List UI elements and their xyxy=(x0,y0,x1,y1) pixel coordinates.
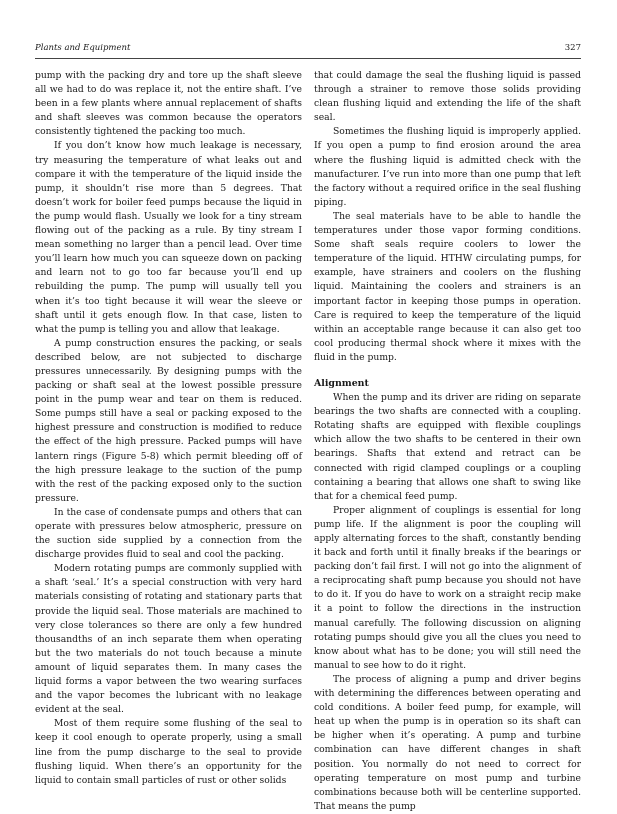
paragraph: A pump construction ensures the packing, or seals described below, are not subjected to discharge pressures unnecessarily. By designing pumps with the packing or shaft seal at the lowest possible pressure point in the pump wear and tear on them is reduced. Some pumps still have a seal or packing exposed to the highest pressure and construction is modified to reduce the effect of the high pressure. Packed pumps will have lantern rings (Figure 5-8) which permit bleeding off of the high pressure leakage to the suction of the pump with the rest of the packing exposed only to the suction pressure. xyxy=(35,337,302,504)
running-title: Plants and Equipment xyxy=(35,43,131,53)
paragraph: The seal materials have to be able to handle the temperatures under those vapor forming conditions. Some shaft seals require coolers to lower the temperature of the liquid. HTHW circulating pumps, for example, have strainers and coolers on the flushing liquid. Maintaining the coolers and strainers is an important factor in keeping those pumps in operation. Care is required to keep the temperature of the liquid within an acceptable range because it can also get too cool producing thermal shock where it mixes with the fluid in the pump. xyxy=(314,210,581,363)
section-gap xyxy=(314,365,581,377)
left-column xyxy=(35,69,302,788)
paragraph: Most of them require some flushing of the seal to keep it cool enough to operate properly, using a small line from the pump discharge to the seal to provide flushing liquid. When there’s an opportunity for the liquid to contain small particles of rust or other solids xyxy=(35,718,302,786)
paragraph: When the pump and its driver are riding on separate bearings the two shafts are connected with a coupling. Rotating shafts are equipped with flexible couplings which allow the two shafts to be centered in their own bearings. Shafts that extend and retract can be connected with rigid clamped couplings or a coupling containing a bearing that allows one shaft to swing like that for a chemical feed pump. xyxy=(314,392,581,502)
paragraph: The process of aligning a pump and driver begins with determining the differences between operating and cold conditions. A boiler feed pump, for example, will heat up when the pump is in operation so its shaft can be higher when it’s operating. A pump and turbine combination can have different changes in shaft position. You normally do not need to correct for operating temperature on most pump and turbine combinations because both will be centerline supported. That means the pump xyxy=(314,673,581,812)
section-heading: Alignment xyxy=(314,377,369,389)
paragraph: Proper alignment of couplings is essential for long pump life. If the alignment is poor the coupling will apply alternating forces to the shaft, constantly bending it back and forth until it finally breaks if the bearings or packing don’t fail first. I will not go into the alignment of a reciprocating shaft pump because you should not have to do it. If you do have to work on a straight recip make it a point to follow the directions in the instruction manual carefully. The following discussion on aligning rotating pumps should give you all the clues you need to know about what has to be done; you will still need the manual to see how to do it right. xyxy=(314,504,581,671)
paragraph: In the case of condensate pumps and others that can operate with pressures below atmospheric, pressure on the suction side supplied by a connection from the discharge provides fluid to seal and cool the packing. xyxy=(35,506,302,561)
paragraph: Sometimes the flushing liquid is improperly applied. If you open a pump to find erosion around the area where the flushing liquid is admitted check with the manufacturer. I’ve run into more than one pump that left the factory without a required orifice in the seal flushing piping. xyxy=(314,126,581,208)
paragraph: Modern rotating pumps are commonly supplied with a shaft ‘seal.’ It’s a special construction with very hard materials consisting of rotating and stationary parts that provide the liquid seal. Those materials are machined to very close tolerances so there are only a few hundred thousandths of an inch separate them when operating but the two materials do not touch because a minute amount of liquid separates them. In many cases the liquid forms a vapor between the two wearing surfaces and the vapor becomes the lubricant with no leakage evident at the seal. xyxy=(35,563,302,716)
paragraph: that could damage the seal the flushing liquid is passed through a strainer to remove those solids providing clean flushing liquid and extending the life of the shaft seal. xyxy=(314,70,581,124)
running-header xyxy=(35,43,581,53)
page-number: 327 xyxy=(564,43,581,53)
header-rule xyxy=(35,58,581,59)
paragraph: pump with the packing dry and tore up the shaft sleeve all we had to do was replace it, not the entire shaft. I’ve been in a few plants where annual replacement of shafts and shaft sleeves was common because the operators consistently tightened the packing too much. xyxy=(35,70,302,138)
paragraph: If you don’t know how much leakage is necessary, try measuring the temperature of what leaks out and compare it with the temperature of the liquid inside the pump, it shouldn’t rise more than 5 degrees. That doesn’t work for boiler feed pumps because the liquid in the pump would flash. Usually we look for a tiny stream flowing out of the packing as a rule. By tiny stream I mean something no larger than a pencil lead. Over time you’ll learn how much you can squeeze down on packing and learn not to go too far because you’ll end up rebuilding the pump. The pump will usually tell you when it’s too tight because it will wear the sleeve or shaft until it gets enough flow. In that case, listen to what the pump is telling you and allow that leakage. xyxy=(35,140,302,335)
right-column xyxy=(314,69,581,814)
